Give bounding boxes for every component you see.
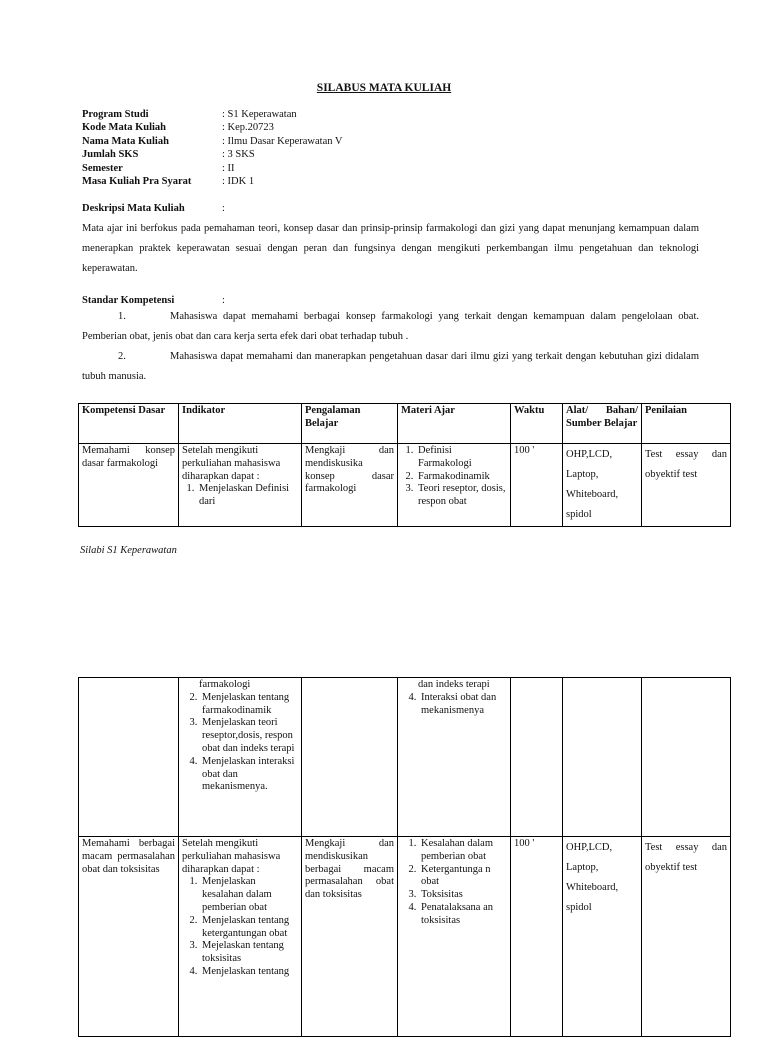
cell-indikator bbox=[179, 678, 302, 837]
meta-key: Kode Mata Kuliah bbox=[82, 122, 167, 134]
meta-row bbox=[82, 135, 682, 148]
header-pengalaman: Pengalaman Belajar bbox=[302, 404, 398, 444]
table-row bbox=[79, 678, 731, 837]
list-item: 3. Mejelaskan tentang toksisitas bbox=[200, 940, 298, 966]
cell-pengalaman: Mengkaji dan mendiskusikan berbagai macam permasalahan obat dan toksisitas bbox=[302, 837, 398, 1037]
indikator-list bbox=[182, 876, 298, 978]
meta-value: : IDK 1 bbox=[222, 176, 255, 188]
description-heading: Deskripsi Mata Kuliah bbox=[82, 203, 185, 214]
meta-key: Program Studi bbox=[82, 109, 149, 120]
cell-alat bbox=[563, 837, 642, 1037]
list-item: 2. Menjelaskan tentang farmakodinamik bbox=[200, 692, 298, 718]
cell-indikator bbox=[179, 444, 302, 527]
materi-list bbox=[401, 838, 507, 928]
table-row bbox=[79, 444, 731, 527]
page-footer: Silabi S1 Keperawatan bbox=[80, 545, 177, 556]
standard-item-number: 2. bbox=[118, 351, 126, 362]
indikator-lead: farmakologi bbox=[199, 679, 251, 690]
list-item: 1. Definisi Farmakologi bbox=[416, 445, 507, 471]
cell-penilaian: Test essay dan obyektif test bbox=[642, 444, 731, 527]
standard-heading: Standar Kompetensi bbox=[82, 295, 175, 306]
alat-item: OHP,LCD, bbox=[566, 842, 613, 853]
indikator-list bbox=[182, 483, 298, 509]
alat-item: Laptop, bbox=[566, 862, 599, 873]
cell-materi bbox=[398, 837, 511, 1037]
meta-key: Nama Mata Kuliah bbox=[82, 135, 169, 147]
cell-materi bbox=[398, 678, 511, 837]
cell-kompetensi bbox=[79, 678, 179, 837]
standard-item bbox=[82, 307, 699, 347]
materi-list bbox=[401, 445, 507, 509]
cell-waktu: 100 ' bbox=[511, 444, 563, 527]
header-materi: Materi Ajar bbox=[398, 404, 511, 444]
standard-item-number: 1. bbox=[118, 311, 126, 322]
meta-key: Masa Kuliah Pra Syarat bbox=[82, 176, 192, 188]
list-item: 4. Menjelaskan tentang bbox=[200, 966, 298, 979]
cell-materi bbox=[398, 444, 511, 527]
standard-heading-row bbox=[82, 295, 382, 306]
meta-value: : S1 Keperawatan bbox=[222, 109, 297, 120]
list-item: 2. Ketergantunga n obat bbox=[419, 864, 507, 890]
list-item: 1. Menjelaskan kesalahan dalam pemberian obat bbox=[200, 876, 298, 914]
header-kompetensi: Kompetensi Dasar bbox=[79, 404, 179, 444]
indikator-intro: Setelah mengikuti perkuliahan mahasiswa diharapkan dapat : bbox=[182, 445, 281, 482]
list-item: 3. Menjelaskan teori reseptor,dosis, respon obat dan indeks terapi bbox=[200, 717, 298, 755]
description-text: Mata ajar ini berfokus pada pemahaman teori, konsep dasar dan prinsip-prinsip farmakologi dan gizi yang dapat menunjang kemampuan dalam menerapkan praktek keperawatan sesuai dengan peran dan fungsinya dengan mengikuti perkembangan ilmu pengetahuan dan teknologi keperawatan. bbox=[82, 223, 699, 274]
cell-alat bbox=[563, 444, 642, 527]
meta-row bbox=[82, 108, 682, 121]
list-item: 2. Menjelaskan tentang ketergantungan obat bbox=[200, 915, 298, 941]
cell-penilaian: Test essay dan obyektif test bbox=[642, 837, 731, 1037]
meta-value: : 3 SKS bbox=[222, 149, 255, 161]
cell-waktu bbox=[511, 678, 563, 837]
cell-alat bbox=[563, 678, 642, 837]
list-item: 2. Farmakodinamik bbox=[416, 471, 507, 484]
alat-item: Whiteboard, bbox=[566, 882, 619, 893]
meta-key: Jumlah SKS bbox=[82, 149, 139, 161]
description-colon: : bbox=[222, 203, 225, 214]
materi-lead: dan indeks terapi bbox=[418, 679, 490, 690]
alat-item: Whiteboard, bbox=[566, 489, 619, 500]
list-item: 1. Menjelaskan Definisi dari bbox=[197, 483, 298, 509]
document-title: SILABUS MATA KULIAH bbox=[316, 82, 452, 94]
indikator-intro: Setelah mengikuti perkuliahan mahasiswa diharapkan dapat : bbox=[182, 838, 281, 875]
alat-item: Laptop, bbox=[566, 469, 599, 480]
meta-row bbox=[82, 121, 682, 134]
alat-item: spidol bbox=[566, 902, 592, 913]
list-item: 4. Interaksi obat dan mekanismenya bbox=[419, 692, 507, 718]
cell-kompetensi: Memahami berbagai macam permasalahan obat dan toksisitas bbox=[79, 837, 179, 1037]
cell-pengalaman bbox=[302, 678, 398, 837]
cell-waktu: 100 ' bbox=[511, 837, 563, 1037]
cell-kompetensi: Memahami konsep dasar farmakologi bbox=[79, 444, 179, 527]
meta-key: Semester bbox=[82, 162, 123, 174]
syllabus-table-continued bbox=[78, 677, 731, 1037]
table-header-row bbox=[79, 404, 731, 444]
header-penilaian: Penilaian bbox=[642, 404, 731, 444]
header-indikator: Indikator bbox=[179, 404, 302, 444]
standard-item bbox=[82, 347, 699, 387]
standard-item-text: Mahasiswa dapat memahami dan manerapkan pengetahuan dasar dari ilmu gizi yang terkait dengan kebutuhan gizi didalam tubuh manusia. bbox=[82, 351, 699, 382]
syllabus-table bbox=[78, 403, 731, 527]
cell-indikator bbox=[179, 837, 302, 1037]
course-meta bbox=[82, 108, 682, 188]
table-row bbox=[79, 837, 731, 1037]
meta-row bbox=[82, 162, 682, 175]
list-item: 1. Kesalahan dalam pemberian obat bbox=[419, 838, 507, 864]
meta-value: : Ilmu Dasar Keperawatan V bbox=[222, 135, 343, 147]
meta-row bbox=[82, 175, 682, 188]
cell-pengalaman: Mengkaji dan mendiskusika konsep dasar farmakologi bbox=[302, 444, 398, 527]
meta-row bbox=[82, 148, 682, 161]
list-item: 4. Penatalaksana an toksisitas bbox=[419, 902, 507, 928]
cell-penilaian bbox=[642, 678, 731, 837]
list-item: 3. Toksisitas bbox=[419, 889, 507, 902]
standard-colon: : bbox=[222, 295, 225, 306]
list-item: 4. Menjelaskan interaksi obat dan mekanismenya. bbox=[200, 756, 298, 794]
indikator-list bbox=[182, 692, 298, 794]
materi-list bbox=[401, 692, 507, 718]
list-item: 3. Teori reseptor, dosis, respon obat bbox=[416, 483, 507, 509]
description-heading-row bbox=[82, 203, 382, 214]
meta-value: : II bbox=[222, 162, 235, 174]
alat-item: spidol bbox=[566, 509, 592, 520]
meta-value: : Kep.20723 bbox=[222, 122, 274, 134]
standard-item-text: Mahasiswa dapat memahami berbagai konsep farmakologi yang terkait dengan kemampuan dalam pengelolaan obat. Pemberian obat, jenis obat dan cara kerja serta efek dari obat terhadap tubuh . bbox=[82, 311, 699, 342]
header-waktu: Waktu bbox=[511, 404, 563, 444]
header-alat: Alat/ Bahan/ Sumber Belajar bbox=[563, 404, 642, 444]
alat-item: OHP,LCD, bbox=[566, 449, 613, 460]
